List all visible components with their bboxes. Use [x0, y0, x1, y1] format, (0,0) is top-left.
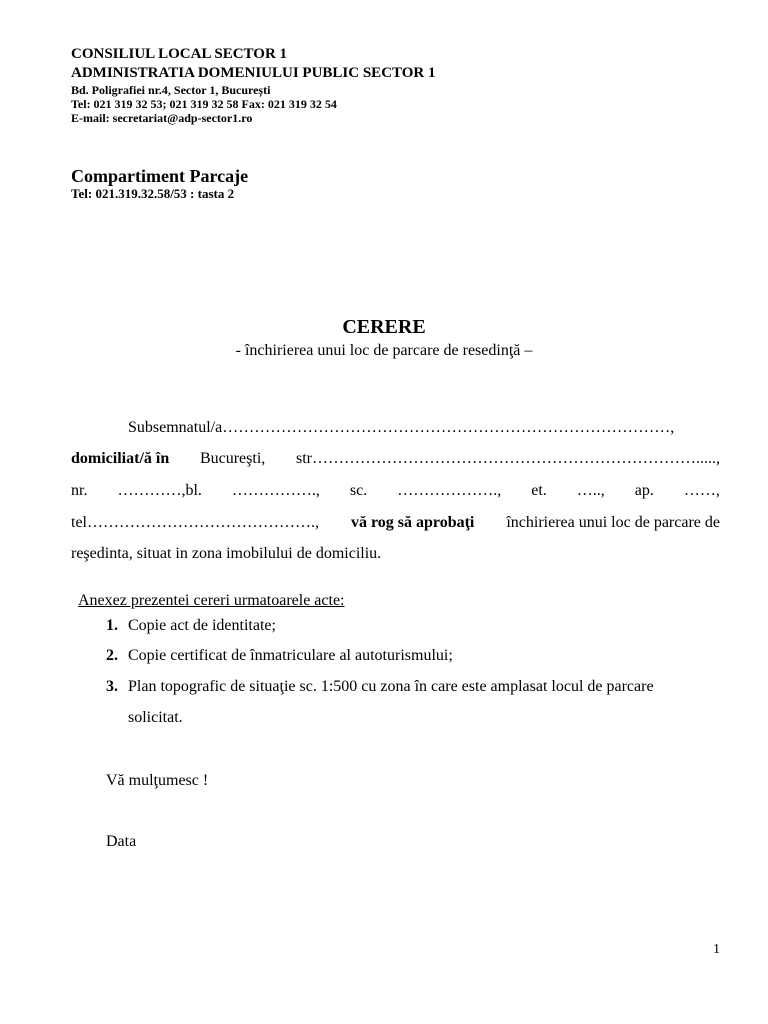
annex-item: [106, 617, 276, 635]
annex-item: [106, 647, 453, 665]
request-line: [71, 514, 720, 532]
ap-label: ap.: [634, 482, 654, 499]
bl-field: …………….,: [231, 482, 320, 499]
request-bold: vă rog să aprobaţi: [350, 514, 475, 531]
annex-item-number: 3.: [106, 678, 118, 695]
et-field: …..,: [576, 482, 605, 499]
et-label: et.: [531, 482, 547, 499]
nr-field: …………,bl.: [117, 482, 202, 499]
nr-label: nr.: [71, 482, 88, 499]
annex-item: [106, 678, 654, 696]
annex-item-text: Copie act de identitate;: [128, 617, 276, 634]
header-email: E-mail: secretariat@adp-sector1.ro: [71, 111, 253, 125]
header-address: Bd. Poligrafiei nr.4, Sector 1, București: [71, 83, 271, 97]
request-line-2: reşedinta, situat in zona imobilului de domiciliu.: [71, 545, 382, 562]
header-administration: ADMINISTRATIA DOMENIULUI PUBLIC SECTOR 1: [71, 65, 436, 81]
document-title: CERERE: [342, 316, 426, 338]
page-number: 1: [713, 942, 720, 957]
tel-field: tel…………………………………….,: [71, 514, 319, 531]
undersigned-line: Subsemnatul/a…………………………………………………………………………,: [128, 419, 675, 436]
annex-item-text: Copie certificat de înmatriculare al autoturismului;: [128, 647, 453, 664]
request-text: închirierea unui loc de parcare de: [506, 514, 720, 531]
address-details-line: [71, 482, 720, 500]
annex-heading: Anexez prezentei cereri urmatoarele acte:: [78, 592, 345, 609]
header-council: CONSILIUL LOCAL SECTOR 1: [71, 46, 288, 62]
annex-item-text: Plan topografic de situaţie sc. 1:500 cu zona în care este amplasat locul de parcare: [128, 678, 654, 695]
domicile-line: [71, 450, 720, 468]
document-subtitle: - închirierea unui loc de parcare de resedinţă –: [235, 342, 533, 359]
city: Bucureşti,: [199, 450, 266, 467]
domiciled-label: domiciliat/ă în: [71, 450, 170, 467]
sc-label: sc.: [349, 482, 368, 499]
date-label: Data: [106, 833, 137, 850]
header-phones: Tel: 021 319 32 53; 021 319 32 58 Fax: 021 319 32 54: [71, 97, 337, 111]
annex-item-3-continuation: solicitat.: [128, 709, 183, 726]
street-field: str……………………………………………………………….....,: [296, 450, 720, 467]
annex-item-number: 1.: [106, 617, 118, 634]
department-title: Compartiment Parcaje: [71, 166, 249, 186]
ap-field: ……,: [683, 482, 720, 499]
annex-item-number: 2.: [106, 647, 118, 664]
department-tel: Tel: 021.319.32.58/53 : tasta 2: [71, 186, 235, 201]
sc-field: ……………….,: [397, 482, 502, 499]
thanks: Vă mulţumesc !: [106, 772, 209, 789]
